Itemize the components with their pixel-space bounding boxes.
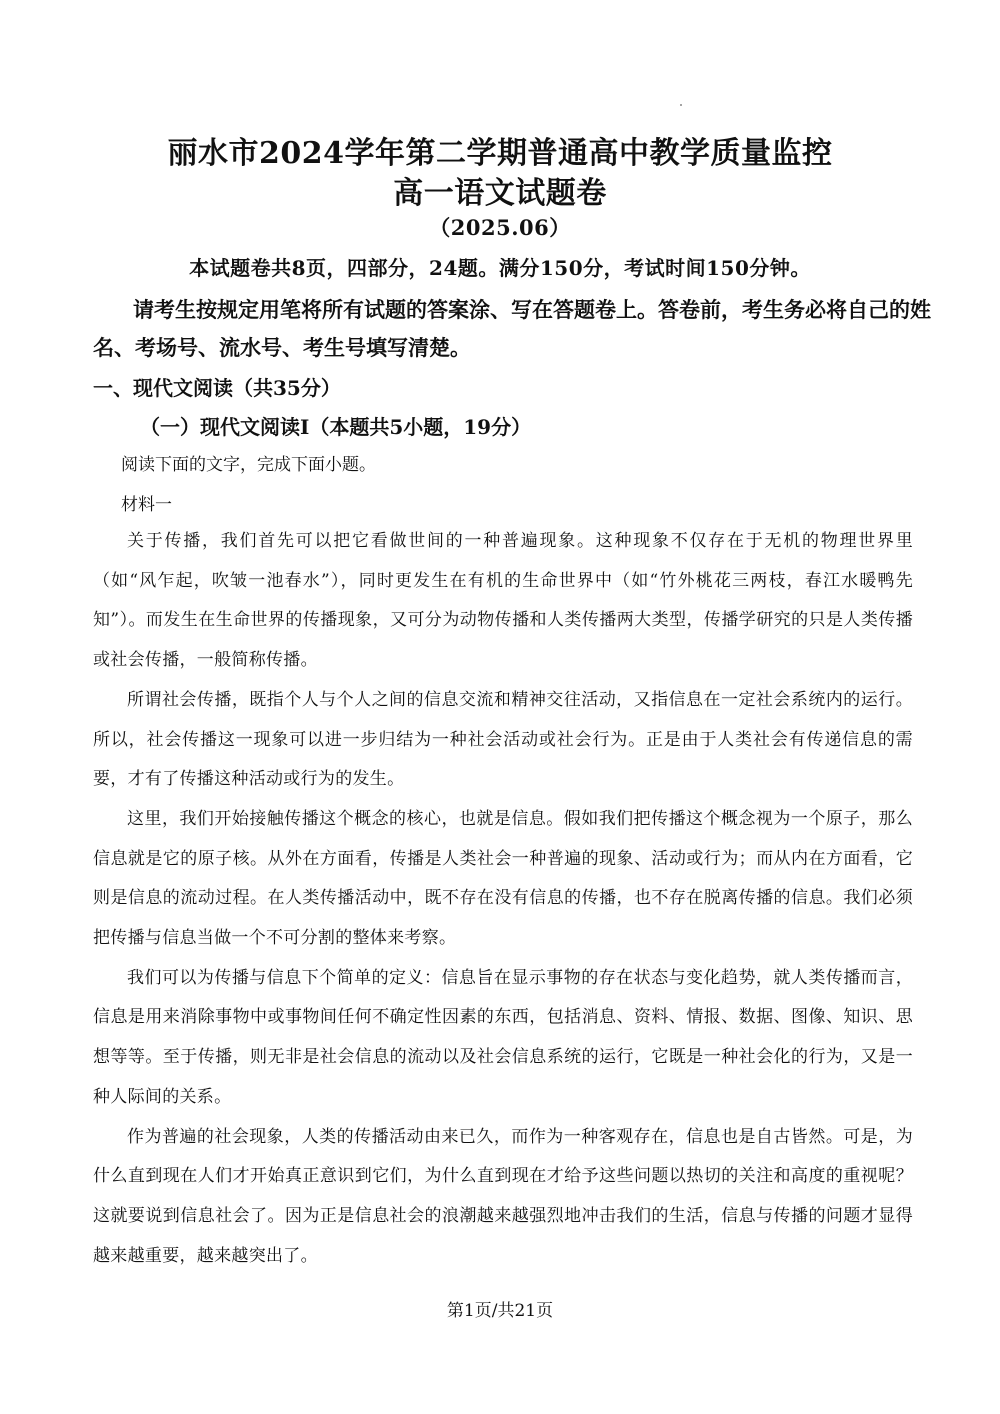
material-label: 材料一 [121, 495, 172, 515]
subsection-heading: （一）现代文阅读Ⅰ（本题共5小题，19分） [140, 415, 532, 439]
instruction-line1: 请考生按规定用笔将所有试题的答案涂、写在答题卷上。答卷前，考生务必将自己的姓 [133, 297, 931, 322]
exam-title-line1: 丽水市2024学年第二学期普通高中教学质量监控 [167, 136, 833, 171]
material-text [93, 522, 913, 1276]
scan-speck [680, 104, 682, 106]
paragraph: 我们可以为传播与信息下个简单的定义：信息旨在显示事物的存在状态与变化趋势，就人类传播而言，信息是用来消除事物中或事物间任何不确定性因素的东西，包括消息、资料、情报、数据、图像、知识、思想等等。至于传播，则无非是社会信息的流动以及社会信息系统的运行，它既是一种社会化的行为，又是一种人际间的关系。 [93, 967, 913, 1107]
reading-prompt: 阅读下面的文字，完成下面小题。 [121, 455, 376, 475]
paragraph: 关于传播，我们首先可以把它看做世间的一种普遍现象。这种现象不仅存在于无机的物理世界里（如“风乍起，吹皱一池春水”），同时更发生在有机的生命世界中（如“竹外桃花三两枝，春江水暖鸭先知”）。而发生在生命世界的传播现象，又可分为动物传播和人类传播两大类型，传播学研究的只是人类传播或社会传播，一般简称传播。 [93, 531, 913, 671]
paragraph: 作为普遍的社会现象，人类的传播活动由来已久，而作为一种客观存在，信息也是自古皆然。可是，为什么直到现在人们才开始真正意识到它们，为什么直到现在才给予这些问题以热切的关注和高度的重视呢？这就要说到信息社会了。因为正是信息社会的浪潮越来越强烈地冲击我们的生活，信息与传播的问题才显得越来越重要，越来越突出了。 [93, 1126, 913, 1266]
exam-date: （2025.06） [429, 215, 571, 240]
instruction-line2: 名、考场号、流水号、考生号填写清楚。 [93, 335, 471, 360]
exam-summary: 本试题卷共8页，四部分，24题。满分150分，考试时间150分钟。 [189, 256, 811, 280]
exam-title-line2: 高一语文试题卷 [393, 176, 607, 211]
paragraph: 所谓社会传播，既指个人与个人之间的信息交流和精神交往活动，又指信息在一定社会系统内的运行。所以，社会传播这一现象可以进一步归结为一种社会活动或社会行为。正是由于人类社会有传递信息的需要，才有了传播这种活动或行为的发生。 [93, 689, 913, 790]
section-heading: 一、现代文阅读（共35分） [93, 376, 341, 400]
page-number: 第1页/共21页 [446, 1301, 554, 1321]
paragraph: 这里，我们开始接触传播这个概念的核心，也就是信息。假如我们把传播这个概念视为一个原子，那么信息就是它的原子核。从外在方面看，传播是人类社会一种普遍的现象、活动或行为；而从内在方面看，它则是信息的流动过程。在人类传播活动中，既不存在没有信息的传播，也不存在脱离传播的信息。我们必须把传播与信息当做一个不可分割的整体来考察。 [93, 808, 913, 949]
